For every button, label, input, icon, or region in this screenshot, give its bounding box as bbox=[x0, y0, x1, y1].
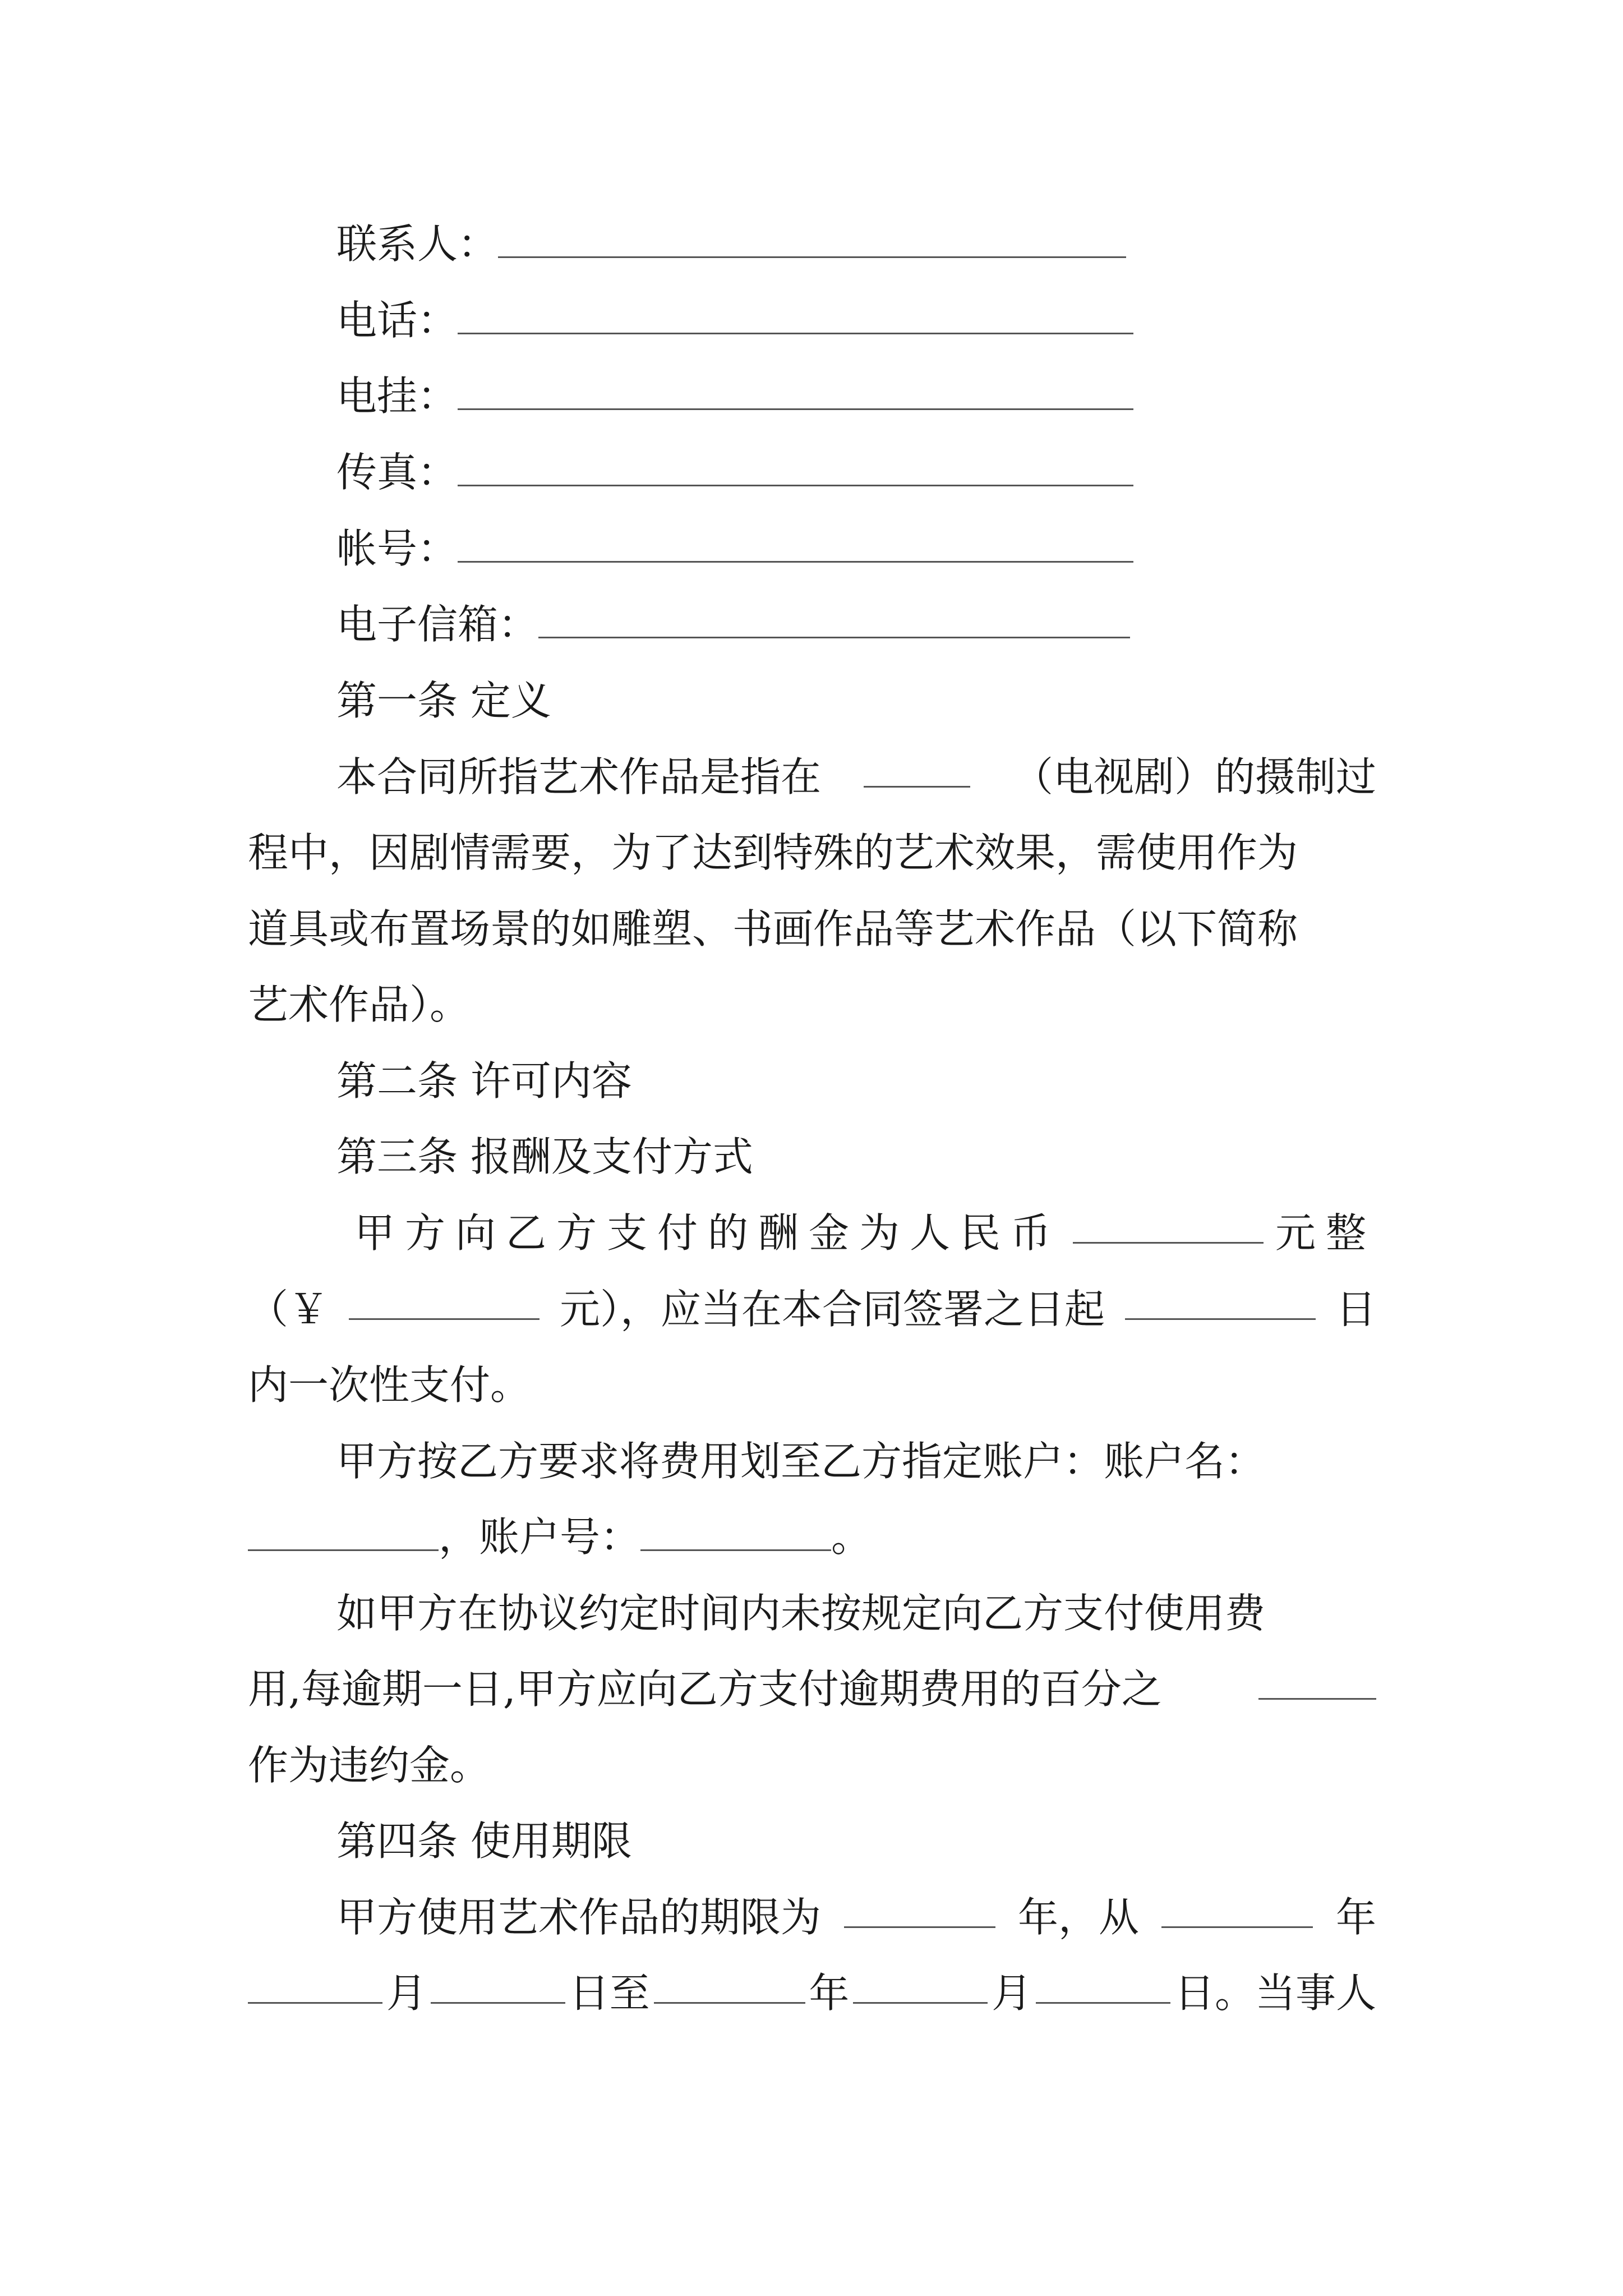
account-end: 。 bbox=[831, 1513, 872, 1561]
term-line1 bbox=[248, 1889, 1376, 1945]
yuan-amount-blank[interactable] bbox=[349, 1281, 540, 1320]
account-name-blank[interactable] bbox=[248, 1512, 439, 1551]
phone-blank[interactable] bbox=[458, 296, 1133, 334]
rmb-amount-blank[interactable] bbox=[1073, 1205, 1264, 1244]
account-label: 帐号： bbox=[336, 525, 458, 572]
payment-text-d: 元），应当在本合同签署之日起 bbox=[559, 1286, 1105, 1333]
term-years-blank[interactable] bbox=[844, 1889, 995, 1928]
late-fee-percent-blank[interactable] bbox=[1258, 1661, 1376, 1700]
term-text-f: 年 bbox=[809, 1970, 850, 2017]
late-fee-line1 bbox=[248, 1585, 1376, 1641]
phone-line bbox=[336, 292, 1133, 348]
term-text-b: 年，从 bbox=[1017, 1894, 1139, 1941]
payment-text-b: 元整 bbox=[1275, 1209, 1376, 1257]
payment-line3: 内一次性支付。 bbox=[248, 1361, 531, 1409]
fax-blank[interactable] bbox=[458, 448, 1133, 486]
tv-drama-blank[interactable] bbox=[864, 749, 970, 788]
start-year-blank[interactable] bbox=[1161, 1889, 1313, 1928]
telex-line bbox=[336, 368, 1133, 424]
account-transfer-line2 bbox=[248, 1509, 1376, 1565]
end-year-blank[interactable] bbox=[654, 1965, 805, 2004]
fax-line bbox=[336, 444, 1133, 500]
end-day-blank[interactable] bbox=[1036, 1965, 1170, 2004]
term-text-c: 年 bbox=[1335, 1894, 1376, 1941]
article1-heading: 第一条 定义 bbox=[336, 677, 551, 724]
term-line2 bbox=[248, 1965, 1376, 2021]
article2-heading: 第二条 许可内容 bbox=[336, 1057, 632, 1105]
article4-heading: 第四条 使用期限 bbox=[336, 1818, 632, 1865]
account-no-blank[interactable] bbox=[640, 1512, 831, 1551]
article1-line2: 程中，因剧情需要，为了达到特殊的艺术效果，需使用作为 bbox=[248, 829, 1298, 876]
account-blank[interactable] bbox=[458, 524, 1133, 563]
term-text-a: 甲方使用艺术作品的期限为 bbox=[336, 1894, 822, 1941]
late-fee-text-a: 如甲方在协议约定时间内未按规定向乙方支付使用费 bbox=[336, 1590, 1266, 1637]
late-fee-line3: 作为违约金。 bbox=[248, 1742, 491, 1789]
telex-blank[interactable] bbox=[458, 371, 1133, 410]
term-text-h: 日。当事人 bbox=[1174, 1970, 1376, 2017]
email-label: 电子信箱： bbox=[336, 601, 539, 648]
days-blank[interactable] bbox=[1125, 1281, 1316, 1320]
term-text-g: 月 bbox=[992, 1970, 1032, 2017]
article1-text-a: 本合同所指艺术作品是指在 bbox=[336, 753, 822, 800]
payment-text-a: 甲方向乙方支付的酬金为人民币 bbox=[354, 1209, 1062, 1257]
account-line bbox=[336, 521, 1133, 577]
email-blank[interactable] bbox=[538, 600, 1130, 638]
payment-line2 bbox=[248, 1281, 1376, 1337]
late-fee-text-b: 用,每逾期一日,甲方应向乙方支付逾期费用的百分之 bbox=[248, 1665, 1162, 1713]
account-transfer-text: 甲方按乙方要求将费用划至乙方指定账户：账户名： bbox=[336, 1438, 1266, 1485]
payment-text-c: （￥ bbox=[248, 1286, 329, 1333]
contact-label: 联系人： bbox=[336, 220, 499, 268]
fax-label: 传真： bbox=[336, 449, 458, 496]
article1-line4: 艺术作品）。 bbox=[248, 981, 471, 1028]
article1-line3: 道具或布置场景的如雕塑、书画作品等艺术作品（以下简称 bbox=[248, 905, 1298, 953]
article1-text-b: （电视剧）的摄制过 bbox=[1012, 753, 1376, 800]
account-no-label: ，账户号： bbox=[439, 1513, 641, 1561]
term-text-e: 日至 bbox=[569, 1970, 650, 2017]
article1-line1 bbox=[248, 749, 1376, 805]
email-line bbox=[336, 596, 1130, 652]
telex-label: 电挂： bbox=[336, 372, 458, 420]
term-text-d: 月 bbox=[386, 1970, 427, 2017]
start-month-blank[interactable] bbox=[248, 1965, 382, 2004]
contact-line bbox=[336, 216, 1126, 272]
account-transfer-line1 bbox=[248, 1433, 1376, 1489]
late-fee-line2 bbox=[248, 1661, 1376, 1717]
contact-blank[interactable] bbox=[498, 219, 1126, 258]
end-month-blank[interactable] bbox=[853, 1965, 988, 2004]
start-day-blank[interactable] bbox=[431, 1965, 565, 2004]
payment-text-e: 日 bbox=[1335, 1286, 1376, 1333]
article3-heading: 第三条 报酬及支付方式 bbox=[336, 1133, 753, 1180]
payment-line1 bbox=[248, 1205, 1376, 1261]
phone-label: 电话： bbox=[336, 297, 458, 344]
